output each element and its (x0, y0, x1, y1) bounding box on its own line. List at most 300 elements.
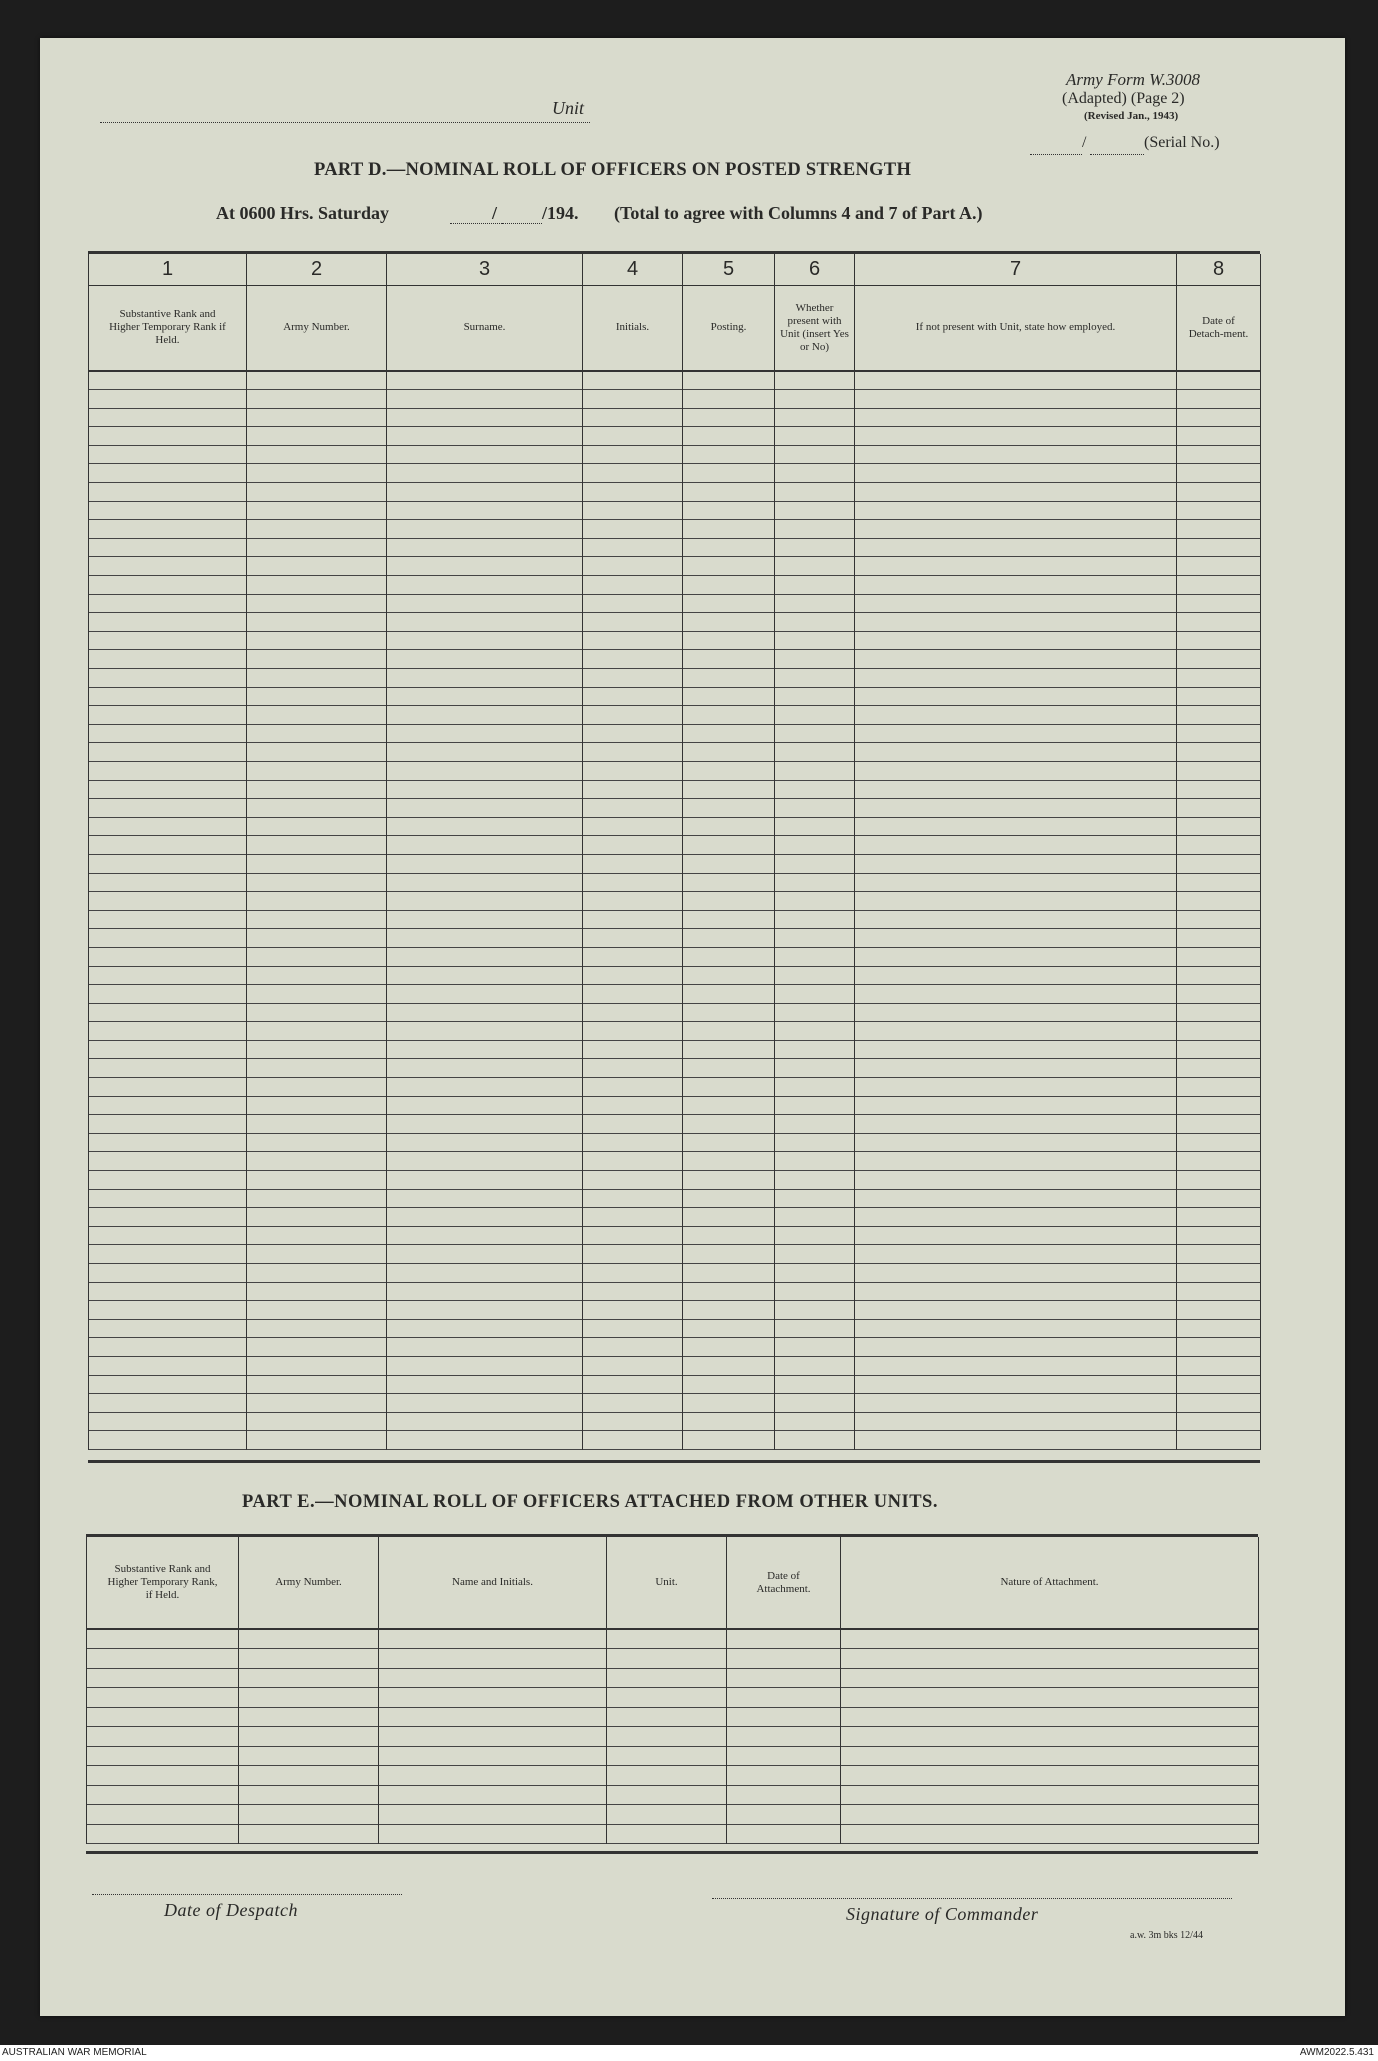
table-cell (247, 557, 387, 576)
table-row (89, 892, 1261, 911)
table-cell (727, 1785, 841, 1805)
table-cell (855, 1301, 1177, 1320)
table-cell (583, 445, 683, 464)
table-cell (239, 1688, 379, 1708)
table-cell (583, 854, 683, 873)
table-cell (379, 1805, 607, 1825)
table-cell (583, 1208, 683, 1227)
table-cell (89, 1338, 247, 1357)
table-cell (89, 1301, 247, 1320)
table-row (89, 817, 1261, 836)
col-number-4: 4 (583, 254, 683, 285)
table-cell (855, 390, 1177, 409)
table-cell (247, 873, 387, 892)
table-cell (775, 1412, 855, 1431)
table-cell (387, 706, 583, 725)
table-cell (583, 1096, 683, 1115)
table-row (89, 836, 1261, 855)
table-cell (683, 1189, 775, 1208)
table-cell (1177, 985, 1261, 1004)
table-cell (247, 594, 387, 613)
table-cell (89, 1245, 247, 1264)
table-cell (87, 1766, 239, 1786)
table-cell (1177, 1282, 1261, 1301)
table-cell (855, 985, 1177, 1004)
table-cell (247, 743, 387, 762)
table-cell (855, 631, 1177, 650)
table-cell (239, 1746, 379, 1766)
table-cell (683, 1319, 775, 1338)
table-cell (89, 724, 247, 743)
table-row (87, 1629, 1259, 1649)
table-cell (247, 1059, 387, 1078)
table-cell (1177, 780, 1261, 799)
table-cell (1177, 761, 1261, 780)
table-cell (583, 371, 683, 390)
table-cell (855, 1189, 1177, 1208)
table-cell (387, 520, 583, 539)
table-cell (855, 371, 1177, 390)
table-cell (387, 483, 583, 502)
header-surname: Surname. (387, 285, 583, 371)
table-cell (855, 1078, 1177, 1097)
table-cell (1177, 613, 1261, 632)
table-cell (775, 1245, 855, 1264)
table-cell (387, 576, 583, 595)
table-cell (89, 669, 247, 688)
table-cell (387, 650, 583, 669)
table-cell (855, 1040, 1177, 1059)
archive-left: AUSTRALIAN WAR MEMORIAL (2, 2047, 147, 2058)
table-cell (387, 799, 583, 818)
table-cell (855, 1375, 1177, 1394)
table-cell (89, 1189, 247, 1208)
table-cell (1177, 1133, 1261, 1152)
col-number-6: 6 (775, 254, 855, 285)
table-cell (855, 1319, 1177, 1338)
table-cell (379, 1668, 607, 1688)
table-cell (89, 966, 247, 985)
table-cell (855, 594, 1177, 613)
table-cell (239, 1785, 379, 1805)
table-cell (775, 390, 855, 409)
table-cell (683, 724, 775, 743)
table-row (89, 1431, 1261, 1450)
table-cell (387, 1375, 583, 1394)
table-cell (379, 1785, 607, 1805)
table-cell (1177, 371, 1261, 390)
table-cell (89, 929, 247, 948)
table-cell (583, 1301, 683, 1320)
table-cell (239, 1805, 379, 1825)
table-cell (89, 1319, 247, 1338)
table-cell (683, 761, 775, 780)
table-cell (89, 780, 247, 799)
table-cell (247, 1208, 387, 1227)
table-cell (247, 929, 387, 948)
table-cell (387, 1356, 583, 1375)
table-cell (775, 501, 855, 520)
table-cell (855, 929, 1177, 948)
table-cell (775, 1189, 855, 1208)
table-cell (89, 1096, 247, 1115)
table-cell (683, 1115, 775, 1134)
table-cell (387, 1264, 583, 1283)
table-cell (247, 1171, 387, 1190)
table-cell (775, 557, 855, 576)
table-cell (855, 557, 1177, 576)
table-cell (387, 966, 583, 985)
table-cell (89, 371, 247, 390)
e-header-rank: Substantive Rank and Higher Temporary Rank, if Held. (87, 1537, 239, 1629)
table-row (89, 1394, 1261, 1413)
table-cell (775, 371, 855, 390)
table-cell (247, 1338, 387, 1357)
table-cell (247, 1375, 387, 1394)
table-cell (607, 1668, 727, 1688)
table-cell (583, 929, 683, 948)
table-cell (89, 427, 247, 446)
table-cell (87, 1688, 239, 1708)
table-row (89, 594, 1261, 613)
table-cell (855, 892, 1177, 911)
signature-label: Signature of Commander (846, 1904, 1039, 1924)
table-cell (247, 947, 387, 966)
table-cell (387, 1431, 583, 1450)
table-cell (89, 836, 247, 855)
table-cell (89, 892, 247, 911)
table-cell (89, 1394, 247, 1413)
table-cell (855, 966, 1177, 985)
table-cell (247, 1078, 387, 1097)
table-cell (855, 445, 1177, 464)
table-cell (1177, 650, 1261, 669)
table-cell (683, 687, 775, 706)
table-cell (855, 1356, 1177, 1375)
table-row (87, 1824, 1259, 1844)
table-cell (855, 1245, 1177, 1264)
table-cell (583, 538, 683, 557)
table-cell (775, 464, 855, 483)
table-cell (387, 557, 583, 576)
table-cell (1177, 1096, 1261, 1115)
table-cell (683, 1412, 775, 1431)
table-cell (583, 520, 683, 539)
table-cell (387, 408, 583, 427)
table-cell (247, 1412, 387, 1431)
table-cell (379, 1707, 607, 1727)
table-cell (607, 1649, 727, 1669)
table-cell (727, 1649, 841, 1669)
table-cell (1177, 390, 1261, 409)
table-cell (855, 1412, 1177, 1431)
table-cell (247, 687, 387, 706)
table-cell (387, 538, 583, 557)
table-cell (1177, 873, 1261, 892)
table-cell (239, 1766, 379, 1786)
table-cell (583, 1059, 683, 1078)
table-cell (775, 1152, 855, 1171)
table-cell (247, 464, 387, 483)
table-cell (247, 631, 387, 650)
table-cell (683, 427, 775, 446)
table-cell (583, 817, 683, 836)
serial-field-b (1090, 138, 1144, 155)
table-cell (583, 1003, 683, 1022)
table-cell (727, 1746, 841, 1766)
table-cell (855, 408, 1177, 427)
table-cell (855, 1115, 1177, 1134)
table-cell (247, 836, 387, 855)
table-cell (387, 687, 583, 706)
table-cell (583, 483, 683, 502)
table-cell (387, 613, 583, 632)
table-cell (775, 947, 855, 966)
table-cell (841, 1785, 1259, 1805)
table-cell (89, 1431, 247, 1450)
table-cell (247, 724, 387, 743)
table-cell (775, 613, 855, 632)
table-cell (89, 687, 247, 706)
form-page (40, 38, 1345, 2016)
signature-line (712, 1898, 1232, 1899)
col-number-1: 1 (89, 254, 247, 285)
table-cell (775, 1078, 855, 1097)
table-cell (583, 1133, 683, 1152)
table-cell (1177, 408, 1261, 427)
table-cell (855, 854, 1177, 873)
col-number-7: 7 (855, 254, 1177, 285)
table-cell (775, 1059, 855, 1078)
table-row (89, 1412, 1261, 1431)
table-cell (583, 1022, 683, 1041)
table-row (89, 687, 1261, 706)
table-cell (683, 873, 775, 892)
table-row (89, 1264, 1261, 1283)
table-cell (247, 576, 387, 595)
table-cell (87, 1727, 239, 1747)
table-row (89, 1171, 1261, 1190)
table-cell (841, 1688, 1259, 1708)
table-row (89, 483, 1261, 502)
table-cell (683, 929, 775, 948)
table-cell (387, 501, 583, 520)
table-cell (1177, 910, 1261, 929)
table-row (89, 669, 1261, 688)
table-cell (583, 724, 683, 743)
table-row (89, 929, 1261, 948)
table-cell (1177, 1115, 1261, 1134)
table-cell (775, 761, 855, 780)
table-cell (87, 1707, 239, 1727)
part-d-bottom-rule (88, 1460, 1260, 1463)
e-header-unit: Unit. (607, 1537, 727, 1629)
table-cell (89, 706, 247, 725)
table-cell (89, 1282, 247, 1301)
table-cell (683, 1245, 775, 1264)
table-cell (1177, 743, 1261, 762)
table-cell (683, 520, 775, 539)
table-cell (683, 390, 775, 409)
table-cell (683, 910, 775, 929)
table-cell (775, 854, 855, 873)
table-cell (683, 985, 775, 1004)
table-cell (89, 1040, 247, 1059)
table-cell (387, 1059, 583, 1078)
table-cell (775, 706, 855, 725)
table-cell (775, 483, 855, 502)
table-cell (775, 985, 855, 1004)
table-cell (583, 464, 683, 483)
table-cell (1177, 892, 1261, 911)
table-cell (583, 910, 683, 929)
table-cell (683, 1078, 775, 1097)
serial-field-a (1030, 138, 1082, 155)
table-row (89, 854, 1261, 873)
table-cell (247, 1356, 387, 1375)
table-cell (583, 873, 683, 892)
table-cell (247, 1096, 387, 1115)
table-cell (855, 836, 1177, 855)
table-cell (89, 390, 247, 409)
table-cell (683, 706, 775, 725)
table-cell (855, 687, 1177, 706)
table-cell (775, 724, 855, 743)
table-row (87, 1785, 1259, 1805)
table-cell (855, 1059, 1177, 1078)
table-cell (607, 1766, 727, 1786)
part-e-title: PART E.—NOMINAL ROLL OF OFFICERS ATTACHED FROM OTHER UNITS. (242, 1492, 938, 1512)
table-cell (775, 687, 855, 706)
table-cell (683, 371, 775, 390)
table-cell (841, 1766, 1259, 1786)
table-cell (1177, 557, 1261, 576)
table-cell (1177, 538, 1261, 557)
unit-label: Unit (552, 98, 585, 118)
table-row (89, 1133, 1261, 1152)
table-cell (583, 1040, 683, 1059)
table-cell (387, 817, 583, 836)
table-cell (683, 947, 775, 966)
table-cell (683, 1133, 775, 1152)
table-cell (607, 1688, 727, 1708)
table-cell (683, 836, 775, 855)
table-cell (89, 1226, 247, 1245)
table-cell (855, 780, 1177, 799)
table-row (89, 761, 1261, 780)
table-row (89, 1040, 1261, 1059)
table-row (87, 1727, 1259, 1747)
table-cell (89, 1208, 247, 1227)
table-cell (89, 538, 247, 557)
table-cell (89, 817, 247, 836)
table-cell (855, 1096, 1177, 1115)
table-cell (247, 910, 387, 929)
table-cell (855, 576, 1177, 595)
table-cell (683, 1040, 775, 1059)
table-row (89, 408, 1261, 427)
table-cell (583, 1412, 683, 1431)
table-cell (683, 799, 775, 818)
table-cell (387, 761, 583, 780)
table-cell (775, 650, 855, 669)
table-cell (89, 1152, 247, 1171)
e-header-attachment-date: Date of Attachment. (727, 1537, 841, 1629)
table-cell (387, 947, 583, 966)
table-cell (855, 724, 1177, 743)
table-cell (89, 985, 247, 1004)
table-cell (683, 854, 775, 873)
table-cell (1177, 687, 1261, 706)
table-cell (1177, 1412, 1261, 1431)
serial-separator: / (1082, 134, 1087, 151)
table-cell (683, 483, 775, 502)
table-cell (1177, 1394, 1261, 1413)
table-cell (387, 390, 583, 409)
col-number-2: 2 (247, 254, 387, 285)
table-row (87, 1688, 1259, 1708)
table-cell (89, 1171, 247, 1190)
table-cell (683, 557, 775, 576)
table-cell (1177, 1264, 1261, 1283)
table-cell (247, 501, 387, 520)
table-cell (775, 817, 855, 836)
header-how-employed: If not present with Unit, state how employed. (855, 285, 1177, 371)
table-cell (379, 1746, 607, 1766)
table-row (89, 1003, 1261, 1022)
table-cell (583, 1245, 683, 1264)
table-cell (855, 1003, 1177, 1022)
table-cell (387, 1245, 583, 1264)
table-row (89, 780, 1261, 799)
table-cell (855, 1152, 1177, 1171)
table-cell (841, 1629, 1259, 1649)
table-cell (583, 613, 683, 632)
table-cell (387, 1152, 583, 1171)
table-cell (387, 1412, 583, 1431)
header-detachment-date: Date of Detach-ment. (1177, 285, 1261, 371)
table-cell (583, 1264, 683, 1283)
table-cell (1177, 631, 1261, 650)
table-cell (583, 669, 683, 688)
table-row (87, 1746, 1259, 1766)
table-cell (607, 1824, 727, 1844)
table-cell (387, 873, 583, 892)
table-cell (89, 631, 247, 650)
table-cell (1177, 445, 1261, 464)
table-cell (683, 1208, 775, 1227)
table-cell (387, 1022, 583, 1041)
table-cell (387, 1208, 583, 1227)
table-cell (855, 706, 1177, 725)
table-cell (683, 1022, 775, 1041)
table-row (89, 520, 1261, 539)
table-cell (1177, 966, 1261, 985)
table-cell (775, 520, 855, 539)
table-cell (583, 1171, 683, 1190)
table-row (89, 1226, 1261, 1245)
table-cell (775, 929, 855, 948)
table-cell (775, 576, 855, 595)
table-cell (239, 1668, 379, 1688)
header-army-number: Army Number. (247, 285, 387, 371)
table-cell (683, 408, 775, 427)
table-cell (683, 966, 775, 985)
table-cell (583, 799, 683, 818)
table-cell (89, 576, 247, 595)
table-cell (387, 594, 583, 613)
table-cell (583, 1282, 683, 1301)
